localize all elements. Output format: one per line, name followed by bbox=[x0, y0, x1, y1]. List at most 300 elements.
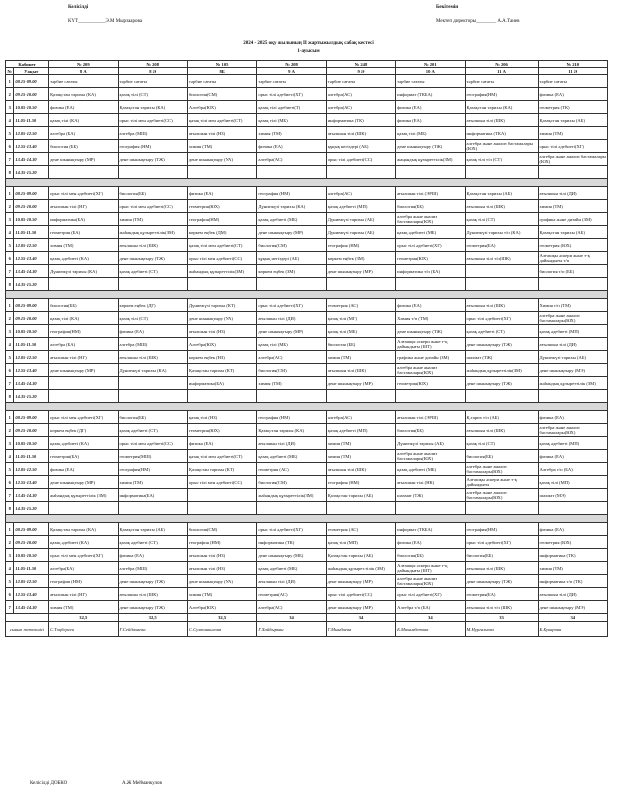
cabinet-header: № 248 bbox=[326, 61, 395, 68]
cabinet-header: № 208 bbox=[257, 61, 326, 68]
lesson-cell: физика (ЕА) bbox=[538, 411, 607, 424]
lesson-cell: Қазақстан тарихы (КТ) bbox=[187, 364, 256, 377]
lesson-cell: көркем еңбек (ДГ) bbox=[49, 424, 118, 437]
lesson-cell: тәрбие сағаты bbox=[396, 75, 465, 88]
lesson-cell: шахмат (ТЖ) bbox=[396, 489, 465, 502]
lesson-cell: алгебра және анализ бастамалары(ЮХ) bbox=[396, 213, 465, 226]
lesson-cell: химия (ТМ) bbox=[257, 377, 326, 390]
lesson-cell: қазақ әдебиеті (СТ) bbox=[118, 424, 187, 437]
lesson-cell: геометрия(ЮХ) bbox=[396, 252, 465, 265]
lesson-cell: ағылшын тілі (ШК) bbox=[326, 463, 395, 476]
lesson-number: 3 bbox=[6, 549, 14, 562]
lesson-number: 7 bbox=[6, 601, 14, 614]
lesson-cell: информатика (ТК) bbox=[326, 114, 395, 127]
lesson-cell: орыс тілі әдебиеті(ХГ) bbox=[465, 312, 538, 325]
day-separator bbox=[6, 291, 608, 299]
lesson-number: 2 bbox=[6, 312, 14, 325]
lesson-cell: көркем еңбек (ДМ) bbox=[187, 226, 256, 239]
lesson-time: 11.05-11.50 bbox=[14, 450, 49, 463]
lesson-cell: Алғашқы әскери және т-қ дайындығы bbox=[465, 476, 538, 489]
lesson-cell: дене шынықтыру (МР) bbox=[326, 575, 395, 588]
lesson-cell: геометрия(БА) bbox=[465, 588, 538, 601]
lesson-time: 12.55-13.40 bbox=[14, 364, 49, 377]
lesson-number: 5 bbox=[6, 127, 14, 140]
lesson-cell bbox=[118, 390, 187, 403]
lesson-cell: химия (ТМ) bbox=[326, 437, 395, 450]
lesson-cell bbox=[465, 502, 538, 515]
lesson-cell: ағылшын тілі (ДИ) bbox=[538, 338, 607, 351]
lesson-cell: қазақ әдебиеті (КА) bbox=[49, 437, 118, 450]
lesson-cell: ағылшын тілі (НЗ) bbox=[187, 127, 256, 140]
lesson-cell: жаһандық құзыреттілік (ЗМ) bbox=[538, 377, 607, 390]
lesson-time: 12.55-13.40 bbox=[14, 588, 49, 601]
lesson-cell: физика (ЕА) bbox=[396, 101, 465, 114]
lesson-cell bbox=[49, 166, 118, 179]
lesson-cell bbox=[187, 489, 256, 502]
lesson-cell: информатика (ТК) bbox=[538, 549, 607, 562]
lesson-cell: дене шынықтыру (ТЖ) bbox=[465, 338, 538, 351]
lesson-number: 5 bbox=[6, 351, 14, 364]
lesson-cell bbox=[187, 502, 256, 515]
lesson-cell: Қазақстан тарихы (АБ) bbox=[326, 549, 395, 562]
lesson-cell: көркем еңбек (ЗМ) bbox=[257, 265, 326, 278]
lesson-number: 3 bbox=[6, 437, 14, 450]
lesson-time: 12.05-12.50 bbox=[14, 351, 49, 364]
weekly-hours-total: 34 bbox=[326, 614, 395, 622]
lesson-cell: геометрия(ЮХ) bbox=[187, 200, 256, 213]
lesson-cell: дене шынықтыру (МБ) bbox=[257, 549, 326, 562]
lesson-cell bbox=[538, 278, 607, 291]
lesson-number: 1 bbox=[6, 523, 14, 536]
lesson-number: 6 bbox=[6, 476, 14, 489]
lesson-cell: қазақ тілі (МБ) bbox=[326, 325, 395, 338]
lesson-time: 08.15-09.00 bbox=[14, 187, 49, 200]
lesson-number: 8 bbox=[6, 166, 14, 179]
lesson-cell: орыс тілі әдебиеті(СС) bbox=[326, 588, 395, 601]
lesson-cell: геометрия (БА) bbox=[49, 226, 118, 239]
lesson-cell bbox=[118, 502, 187, 515]
lesson-cell: қазақ әдебиеті (КА) bbox=[49, 252, 118, 265]
lesson-cell: қазақ тілі мен әдебиеті(СТ) bbox=[187, 114, 256, 127]
lesson-number: 1 bbox=[6, 299, 14, 312]
lesson-cell: орыс тілі әдебиеті(ХГ) bbox=[396, 588, 465, 601]
lesson-cell: орыс тілі мен әдебиеті(СС) bbox=[118, 437, 187, 450]
lesson-number: 8 bbox=[6, 278, 14, 291]
day-separator bbox=[6, 515, 608, 523]
lesson-time: 09.15-10.00 bbox=[14, 312, 49, 325]
lesson-cell: химия (ТМ) bbox=[538, 200, 607, 213]
lesson-cell: қазақ тілі (МГ) bbox=[326, 312, 395, 325]
lesson-number: 5 bbox=[6, 239, 14, 252]
lesson-cell: география (НМ) bbox=[187, 536, 256, 549]
lesson-cell: орыс тілі мен әдебиеті(СС) bbox=[118, 114, 187, 127]
lesson-cell bbox=[326, 502, 395, 515]
lesson-cell: биология(СМ) bbox=[257, 239, 326, 252]
lesson-cell: физика (ЕА) bbox=[49, 463, 118, 476]
class-teacher-name: Г.Хайдыркан bbox=[257, 622, 326, 637]
lesson-cell: көркем еңбек (НЗ) bbox=[187, 351, 256, 364]
lesson-cell: дене шынықтыру (МР) bbox=[326, 377, 395, 390]
lesson-cell: қазақ әдебиеті (МП) bbox=[538, 437, 607, 450]
lesson-cell: ағылшын тілі (НГ) bbox=[49, 200, 118, 213]
lesson-number: 2 bbox=[6, 88, 14, 101]
lesson-cell: ағылшын тілі (ШК) bbox=[465, 562, 538, 575]
lesson-cell bbox=[187, 390, 256, 403]
lesson-number: 4 bbox=[6, 226, 14, 239]
lesson-cell: химия (ТМ) bbox=[187, 140, 256, 153]
lesson-time: 12.05-12.50 bbox=[14, 463, 49, 476]
lesson-cell: қазақ тілі (СТ) bbox=[118, 88, 187, 101]
lesson-cell: қазақ тілі мен әдебиеті(СТ) bbox=[187, 239, 256, 252]
lesson-time: 09.15-10.00 bbox=[14, 88, 49, 101]
lesson-cell: алгебра(АС) bbox=[326, 187, 395, 200]
lesson-cell: алгебра және анализ бастамалары(ЮХ) bbox=[538, 424, 607, 437]
lesson-cell bbox=[49, 278, 118, 291]
lesson-cell: алгебра(АС) bbox=[257, 351, 326, 364]
lesson-cell: қазақ тілі (КА) bbox=[49, 114, 118, 127]
lesson-cell: физика (ЕА) bbox=[187, 437, 256, 450]
time-header: Уақыт bbox=[14, 68, 49, 75]
lesson-cell: алгебра және анализ бастамалары(ЮХ) bbox=[538, 312, 607, 325]
weekly-hours-total: 33 bbox=[465, 614, 538, 622]
lesson-cell bbox=[396, 390, 465, 403]
lesson-cell: физика (ЕА) bbox=[118, 325, 187, 338]
lesson-cell: қазақ тілі әдебиеті(Т) bbox=[257, 101, 326, 114]
lesson-cell: Алгебра т/п (БА) bbox=[538, 463, 607, 476]
lesson-cell: ағылшын тілі т/п (ШК) bbox=[465, 601, 538, 614]
lesson-cell: геометрия (АС) bbox=[326, 299, 395, 312]
lesson-cell: биология(ББ) bbox=[396, 424, 465, 437]
lesson-number: 6 bbox=[6, 364, 14, 377]
lesson-time: 09.15-10.00 bbox=[14, 424, 49, 437]
lesson-cell: ағылшын тілі (НГ) bbox=[49, 351, 118, 364]
lesson-cell bbox=[187, 278, 256, 291]
lesson-cell: ағылшын тілі (ШК) bbox=[465, 424, 538, 437]
lesson-time: 13.45-14.30 bbox=[14, 489, 49, 502]
lesson-cell: география(НМ) bbox=[118, 463, 187, 476]
lesson-cell: дене шынықтыру (МР) bbox=[49, 476, 118, 489]
lesson-cell: қазақ тілі (СТ) bbox=[465, 213, 538, 226]
lesson-cell: информат (ТКБА) bbox=[396, 523, 465, 536]
lesson-cell bbox=[396, 166, 465, 179]
lesson-cell: информатика (ТКА) bbox=[465, 127, 538, 140]
lesson-cell: химия (ТМ) bbox=[326, 351, 395, 364]
lesson-cell: ағылшын тілі (ШК) bbox=[118, 351, 187, 364]
lesson-cell bbox=[118, 377, 187, 390]
lesson-cell: Дүниежүзі тарихы (АБ) bbox=[326, 213, 395, 226]
lesson-cell: тәрбие сағаты bbox=[326, 75, 395, 88]
class-header: 10 А bbox=[396, 68, 465, 75]
lesson-cell: Қазақстан тарихы (КА) bbox=[49, 523, 118, 536]
lesson-cell: алгебра және анализ бастамалары(ЮХ) bbox=[465, 489, 538, 502]
lesson-cell: Қазақстан тарихы (АБ) bbox=[465, 187, 538, 200]
lesson-cell: орыс тілі әдебиеті(ХГ) bbox=[257, 88, 326, 101]
lesson-number: 7 bbox=[6, 153, 14, 166]
lesson-cell: жаһандық құзыреттілік(ЗМ) bbox=[465, 364, 538, 377]
lesson-cell: көркем еңбек (ЗМ) bbox=[326, 252, 395, 265]
lesson-cell: шахмат (МЭ) bbox=[538, 489, 607, 502]
cabinet-header: № 105 bbox=[187, 61, 256, 68]
lesson-number: 3 bbox=[6, 325, 14, 338]
lesson-cell: орыс тілі әдебиеті(ХГ) bbox=[257, 299, 326, 312]
lesson-time: 08.15-09.00 bbox=[14, 411, 49, 424]
lesson-cell: физика (ЕА) bbox=[257, 140, 326, 153]
lesson-cell: Алгебра(ЮХ) bbox=[187, 601, 256, 614]
lesson-cell: қазақ әдебиеті (МБ) bbox=[396, 463, 465, 476]
lesson-cell: алгебра (МШ) bbox=[118, 127, 187, 140]
agreed-label: Келісілді bbox=[68, 5, 89, 10]
lesson-cell: құқық негіздері (АБ) bbox=[326, 140, 395, 153]
lesson-cell: дене шынықтыру (ТЖ) bbox=[465, 377, 538, 390]
lesson-cell: қазақ тілі (СТ) bbox=[118, 312, 187, 325]
lesson-cell: геометрия (АС) bbox=[326, 523, 395, 536]
lesson-cell: геометрия (ТК) bbox=[538, 101, 607, 114]
lesson-cell: биология т/п (ББ) bbox=[538, 265, 607, 278]
footer-name: А.Ж Мейманкулов bbox=[122, 781, 162, 786]
lesson-cell: биология(ББ) bbox=[118, 187, 187, 200]
lesson-cell: алгебра (МШ) bbox=[118, 562, 187, 575]
lesson-cell: қазақ әдебиеті (МБ) bbox=[257, 213, 326, 226]
lesson-cell: қазақ тілі (МБ) bbox=[257, 114, 326, 127]
lesson-cell: география (НМ) bbox=[49, 575, 118, 588]
class-teacher-name: Б.Букарова bbox=[538, 622, 607, 637]
class-teacher-name: С.Султанкилова bbox=[187, 622, 256, 637]
lesson-cell: химия (ТМ) bbox=[118, 213, 187, 226]
lesson-number: 2 bbox=[6, 424, 14, 437]
lesson-cell: дене шынықтыру (УА) bbox=[187, 575, 256, 588]
class-header: 8Б bbox=[187, 68, 256, 75]
class-header: 11 А bbox=[465, 68, 538, 75]
lesson-time: 09.15-10.00 bbox=[14, 536, 49, 549]
lesson-cell: орыс тілі мен әдебиеті(ХГ) bbox=[49, 549, 118, 562]
lesson-cell: ағылшын тілі (ШК) bbox=[465, 200, 538, 213]
lesson-number: 5 bbox=[6, 463, 14, 476]
lesson-cell: дене шынықтыру (ТЖ) bbox=[465, 575, 538, 588]
lesson-cell bbox=[396, 502, 465, 515]
lesson-time: 11.05-11.50 bbox=[14, 226, 49, 239]
cabinet-header: № 209 bbox=[49, 61, 118, 68]
weekly-hours-total: 34 bbox=[396, 614, 465, 622]
lesson-cell: алгебра және анализ бастамалары(ЮХ) bbox=[465, 463, 538, 476]
lesson-cell: информатика т/п (БА) bbox=[396, 265, 465, 278]
lesson-cell: ағылшын тілі (ШК) bbox=[118, 588, 187, 601]
lesson-cell: дене шынықтыру (УА) bbox=[187, 312, 256, 325]
lesson-cell: ағылшын тілі (ШК) bbox=[326, 127, 395, 140]
class-header: 11 Ә bbox=[538, 68, 607, 75]
lesson-time: 10.05-10.50 bbox=[14, 325, 49, 338]
lesson-cell: физика (ЕА) bbox=[187, 187, 256, 200]
lesson-cell: тәрбие сағаты bbox=[187, 75, 256, 88]
lesson-cell: тәрбие сағаты bbox=[49, 75, 118, 88]
lesson-cell: геометрия(МШ) bbox=[118, 450, 187, 463]
lesson-cell: Химия т/п (ТМ) bbox=[538, 299, 607, 312]
lesson-cell: тәрбие сағаты bbox=[538, 75, 607, 88]
lesson-cell: қазақ әдебиеті (СТ) bbox=[465, 325, 538, 338]
lesson-cell: Дүниежүзі тарихы (КТ) bbox=[187, 299, 256, 312]
lesson-cell: қазақ тілі (МБ) bbox=[396, 127, 465, 140]
weekly-hours-total: 34 bbox=[538, 614, 607, 622]
agreed-signatory: КҮТ___________Э.М Мырзаарова bbox=[68, 19, 143, 24]
class-teacher-name: С.Тоқберген bbox=[49, 622, 118, 637]
lesson-cell bbox=[465, 390, 538, 403]
lesson-cell: география(НМ) bbox=[465, 88, 538, 101]
lesson-cell: Дүниежүзі тарихы т/п (КА) bbox=[465, 226, 538, 239]
lesson-cell: Қазақстан тарихы (АБ) bbox=[538, 226, 607, 239]
lesson-cell: алгебра (БА) bbox=[49, 127, 118, 140]
lesson-cell: қазақ тілі (СТ) bbox=[465, 437, 538, 450]
lesson-number: 7 bbox=[6, 489, 14, 502]
lesson-time: 08.15-09.00 bbox=[14, 299, 49, 312]
lesson-cell bbox=[257, 502, 326, 515]
lesson-cell: химия (ТМ) bbox=[49, 239, 118, 252]
lesson-cell: Дүниежүзі тарихы (АБ) bbox=[538, 351, 607, 364]
lesson-time: 11.05-11.50 bbox=[14, 338, 49, 351]
class-teacher-name: Г.Мынбаева bbox=[326, 622, 395, 637]
lesson-cell: химия (ТМ) bbox=[538, 562, 607, 575]
lesson-number: 7 bbox=[6, 265, 14, 278]
lesson-time: 10.05-10.50 bbox=[14, 213, 49, 226]
lesson-cell: қазақ тілі (МБ) bbox=[257, 338, 326, 351]
lesson-time: 12.55-13.40 bbox=[14, 140, 49, 153]
lesson-time: 14.35-15.20 bbox=[14, 502, 49, 515]
lesson-number: 8 bbox=[6, 390, 14, 403]
lesson-cell: ағылшын тілі (ДИ) bbox=[257, 437, 326, 450]
lesson-cell: информатика(БА) bbox=[187, 377, 256, 390]
lesson-cell: орыс тілі әдебиеті(ХГ) bbox=[396, 239, 465, 252]
lesson-cell: ағылшын тілі (НК) bbox=[396, 476, 465, 489]
lesson-cell: ағылшын тілі (ЭРШ) bbox=[396, 411, 465, 424]
schedule-table bbox=[5, 60, 608, 637]
lesson-cell: тәрбие сағаты bbox=[118, 75, 187, 88]
lesson-cell: қазақ тілі (КА) bbox=[49, 312, 118, 325]
lesson-cell: алгебра(АС) bbox=[326, 88, 395, 101]
lesson-cell: география(НМ) bbox=[187, 213, 256, 226]
lesson-cell: биология(ББ) bbox=[396, 549, 465, 562]
lesson-cell bbox=[49, 502, 118, 515]
lesson-cell: орыс тілі әдебиеті(ХГ) bbox=[538, 140, 607, 153]
weekly-hours-total: 32,5 bbox=[49, 614, 118, 622]
shift-subtitle: 1-ауысым bbox=[297, 49, 320, 54]
lesson-number: 6 bbox=[6, 588, 14, 601]
lesson-time: 11.05-11.50 bbox=[14, 562, 49, 575]
lesson-cell: графика және дизайн (ЗМ) bbox=[538, 213, 607, 226]
lesson-cell: геометрия (ЮХ) bbox=[538, 536, 607, 549]
lesson-cell: алгебра(АС) bbox=[257, 601, 326, 614]
lesson-cell: орыс тілі мен әдебиеті(ХГ) bbox=[49, 187, 118, 200]
lesson-cell: информатика т/п (ТК) bbox=[538, 575, 607, 588]
lesson-cell: ағылшын тілі (НЗ) bbox=[187, 549, 256, 562]
day-separator bbox=[6, 179, 608, 187]
lesson-time: 12.05-12.50 bbox=[14, 127, 49, 140]
lesson-cell: жаһандық құзыреттілік (ЗМ) bbox=[49, 489, 118, 502]
lesson-cell: шахмат (ТЖ) bbox=[465, 351, 538, 364]
lesson-cell: қазақ тілі (МП) bbox=[538, 476, 607, 489]
lesson-time: 12.05-12.50 bbox=[14, 575, 49, 588]
number-header: № bbox=[7, 68, 12, 74]
lesson-cell: дене шынықтыру (ТЖ) bbox=[118, 601, 187, 614]
lesson-cell: биология (ББ) bbox=[326, 338, 395, 351]
lesson-time: 11.05-11.50 bbox=[14, 114, 49, 127]
lesson-cell bbox=[538, 166, 607, 179]
weekly-hours-total: 32,5 bbox=[118, 614, 187, 622]
lesson-cell: Қазақстан тарихы (КА) bbox=[465, 101, 538, 114]
lesson-cell: ағылшын тілі (ШК) bbox=[326, 364, 395, 377]
lesson-cell: алгебра және анализ бастамалары(ЮХ) bbox=[396, 364, 465, 377]
lesson-number: 1 bbox=[6, 75, 14, 88]
lesson-cell: алгебра (МШ) bbox=[118, 338, 187, 351]
lesson-cell: орыс тілі әдебиеті(ХГ) bbox=[257, 523, 326, 536]
cabinet-header: № 201 bbox=[396, 61, 465, 68]
lesson-number: 3 bbox=[6, 101, 14, 114]
lesson-cell: қазақ тілі (НЗ) bbox=[187, 411, 256, 424]
lesson-cell: Қазақстан тарихы (АБ) bbox=[326, 489, 395, 502]
lesson-cell: геометрия(ЮХ) bbox=[396, 377, 465, 390]
day-separator bbox=[6, 403, 608, 411]
class-header: 9 Ә bbox=[326, 68, 395, 75]
lesson-cell: биология (ББ) bbox=[49, 140, 118, 153]
lesson-time: 14.35-15.20 bbox=[14, 166, 49, 179]
lesson-time: 14.35-15.20 bbox=[14, 278, 49, 291]
lesson-cell: химия (ТМ) bbox=[49, 601, 118, 614]
lesson-cell: Алгебра(ЮХ) bbox=[187, 101, 256, 114]
lesson-cell: алгебра(АС) bbox=[326, 411, 395, 424]
lesson-cell: биология(ББ) bbox=[465, 549, 538, 562]
lesson-cell: Дүниежүзі тарихы (АБ) bbox=[326, 226, 395, 239]
class-teacher-label: сынып жетекшісі bbox=[6, 622, 49, 637]
lesson-cell: Алғашқы әскери және т-қ дайындығы (ШТ) bbox=[396, 562, 465, 575]
lesson-cell: орыс тілі мен әдебиеті(СС) bbox=[187, 252, 256, 265]
lesson-cell: Қ.тарих т/п (АБ) bbox=[465, 411, 538, 424]
lesson-time: 13.45-14.30 bbox=[14, 265, 49, 278]
lesson-time: 08.15-09.00 bbox=[14, 523, 49, 536]
lesson-cell bbox=[326, 166, 395, 179]
lesson-cell: химия (ТМ) bbox=[538, 127, 607, 140]
lesson-number: 4 bbox=[6, 450, 14, 463]
lesson-cell: ағылшын тілі (ШК) bbox=[118, 239, 187, 252]
lesson-cell: география (НМ) bbox=[326, 476, 395, 489]
lesson-time: 10.05-10.50 bbox=[14, 549, 49, 562]
class-header: 9 А bbox=[257, 68, 326, 75]
lesson-cell: алгебра және анализ бастамалары (ЮХ) bbox=[539, 154, 606, 164]
lesson-cell: химия (ТМ) bbox=[326, 450, 395, 463]
lesson-cell: алгебра(АС) bbox=[257, 153, 326, 166]
lesson-cell: орыс тілі мен әдебиеті(СС) bbox=[118, 200, 187, 213]
lesson-cell: жаһандық құзыреттілік(ЗМ) bbox=[187, 265, 256, 278]
lesson-cell: қазақ тілі т/п (СТ) bbox=[465, 153, 538, 166]
lesson-cell: дене шынықтыру (МР) bbox=[326, 601, 395, 614]
lesson-cell: Дүниежүзі тарихы (КА) bbox=[118, 364, 187, 377]
lesson-cell: дене шынықтыру (ТЖ) bbox=[396, 140, 465, 153]
lesson-cell: Химия т/п (ТМ) bbox=[396, 312, 465, 325]
lesson-cell: Қазақстан тарихы (АБ) bbox=[538, 114, 607, 127]
lesson-cell: дене шынықтыру (МЭ) bbox=[538, 364, 607, 377]
lesson-cell: геометрия (ЮХ) bbox=[538, 239, 607, 252]
lesson-cell: биология(ББ) bbox=[465, 450, 538, 463]
lesson-cell: Қазақстан тарихы (КА) bbox=[118, 101, 187, 114]
lesson-cell: физика (ЕА) bbox=[538, 88, 607, 101]
weekly-hours-total: 32,5 bbox=[187, 614, 256, 622]
lesson-time: 13.45-14.30 bbox=[14, 153, 49, 166]
lesson-cell: физика (ЕА) bbox=[396, 114, 465, 127]
lesson-cell: физика (ЕА) bbox=[396, 299, 465, 312]
lesson-cell: қазақ тілі мен әдебиеті(СТ) bbox=[187, 450, 256, 463]
lesson-cell: қазақ әдебиеті (МП) bbox=[326, 424, 395, 437]
lesson-cell: география (НМ) bbox=[257, 187, 326, 200]
lesson-cell: геометрия(БА) bbox=[49, 450, 118, 463]
lesson-cell: химия (ТМ) bbox=[257, 127, 326, 140]
lesson-cell: графика және дизайн (ЗМ) bbox=[396, 351, 465, 364]
lesson-number: 2 bbox=[6, 200, 14, 213]
